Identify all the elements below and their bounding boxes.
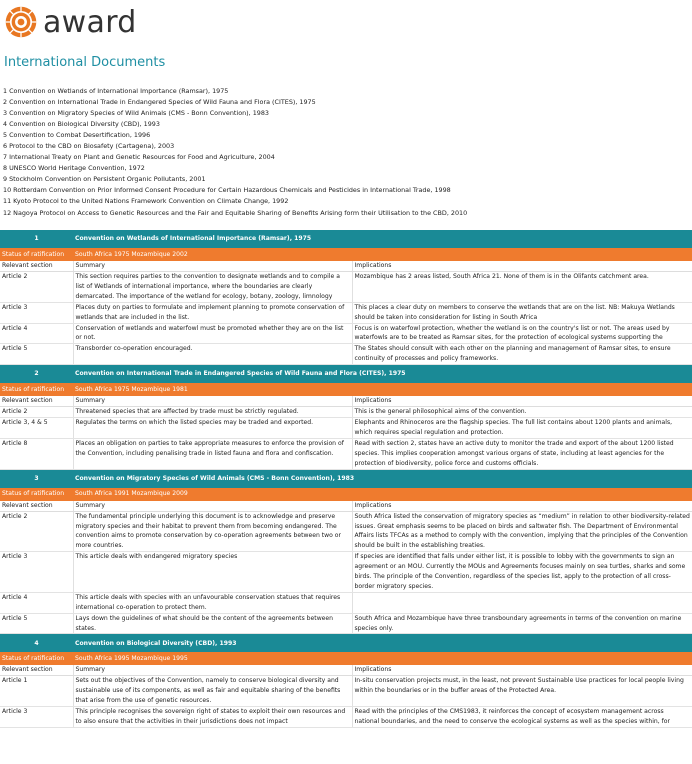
ratification-value: South Africa 1975 Mozambique 2002: [73, 248, 692, 261]
ratification-row: [0, 383, 692, 396]
article-cell: Article 3: [0, 552, 73, 593]
article-cell: Article 8: [0, 438, 73, 469]
document-list-item[interactable]: 11 Kyoto Protocol to the United Nations Framework Convention on Climate Change, 1992: [3, 197, 289, 206]
sun-logo-icon: [4, 5, 38, 39]
section-header-row: [0, 469, 692, 488]
table-row: [0, 407, 692, 418]
section-header-row: [0, 634, 692, 653]
document-list-item[interactable]: 9 Stockholm Convention on Persistent Organic Pollutants, 2001: [3, 175, 206, 184]
column-header-summary: Summary: [73, 501, 352, 512]
summary-cell: The fundamental principle underlying this document is to acknowledge and preserve migratory species and their habitat to prevent them from becoming endangered. The convention aims to promote conservation by co-operation agreements between two or more countries.: [73, 511, 352, 552]
summary-cell: This principle recognises the sovereign right of states to exploit their own resources and to also ensure that the activities in their jurisdictions does not impact: [73, 707, 352, 728]
article-cell: Article 5: [0, 613, 73, 634]
column-header-summary: Summary: [73, 396, 352, 407]
implications-cell: South Africa and Mozambique have three transboundary agreements in terms of the convention on marine species only.: [352, 613, 692, 634]
document-list-item[interactable]: 12 Nagoya Protocol on Access to Genetic Resources and the Fair and Equitable Sharing of Benefits Arising form their Utilisation to the CBD, 2010: [3, 208, 468, 217]
summary-cell: Regulates the terms on which the listed species may be traded and exported.: [73, 418, 352, 439]
summary-cell: Lays down the guidelines of what should be the content of the agreements between states.: [73, 613, 352, 634]
article-cell: Article 2: [0, 511, 73, 552]
document-list-item[interactable]: 6 Protocol to the CBD on Biosafety (Cartagena), 2003: [3, 142, 175, 151]
document-list-item[interactable]: 8 UNESCO World Heritage Convention, 1972: [3, 164, 145, 173]
table-row: [0, 272, 692, 303]
column-header-row: [0, 501, 692, 512]
column-header-implications: Implications: [352, 396, 692, 407]
column-header-summary: Summary: [73, 665, 352, 676]
ratification-value: South Africa 1995 Mozambique 1995: [73, 652, 692, 665]
implications-cell: In-situ conservation projects must, in the least, not prevent Sustainable Use practices for local people living within the boundaries or in the buffer areas of the Protected Area.: [352, 676, 692, 707]
article-cell: Article 2: [0, 407, 73, 418]
article-cell: Article 3: [0, 707, 73, 728]
implications-cell: This is the general philosophical aims of the convention.: [352, 407, 692, 418]
implications-cell: Read with the principles of the CMS1983, it reinforces the concept of ecosystem management across national boundaries, and the need to conserve the ecological systems as well as the species within, for: [352, 707, 692, 728]
ratification-label: Status of ratification: [0, 652, 73, 665]
implications-cell: Read with section 2, states have an active duty to monitor the trade and export of the about 1200 listed species. This implies cooperation amongst various organs of state, including at least agencies for the protection of biodiversity, police force and customs officials.: [352, 438, 692, 469]
ratification-row: [0, 488, 692, 501]
ratification-value: South Africa 1991 Mozambique 2009: [73, 488, 692, 501]
article-cell: Article 2: [0, 272, 73, 303]
column-header-implications: Implications: [352, 665, 692, 676]
ratification-label: Status of ratification: [0, 488, 73, 501]
summary-cell: This article deals with endangered migratory species: [73, 552, 352, 593]
column-header-row: [0, 261, 692, 272]
document-list-item[interactable]: 1 Convention on Wetlands of International Importance (Ramsar), 1975: [3, 87, 229, 95]
document-list-item[interactable]: 5 Convention to Combat Desertification, 1996: [3, 131, 151, 140]
summary-cell: This article deals with species with an unfavourable conservation statues that requires international co-operation to protect them.: [73, 592, 352, 613]
implications-cell: The States should consult with each other on the planning and management of Ramsar sites, to ensure continuity of processes and policy frameworks.: [352, 344, 692, 365]
column-header-section: Relevant section: [0, 665, 73, 676]
section-header-row: [0, 230, 692, 249]
document-list-item[interactable]: 3 Convention on Migratory Species of Wild Animals (CMS - Bonn Convention), 1983: [3, 109, 269, 118]
implications-cell: This places a clear duty on members to conserve the wetlands that are on the list. NB: Makuya Wetlands should be taken into consideration for listing in South Africa: [352, 302, 692, 323]
article-cell: Article 5: [0, 344, 73, 365]
section-header-row: [0, 365, 692, 384]
table-row: [0, 592, 692, 613]
ratification-value: South Africa 1975 Mozambique 1981: [73, 383, 692, 396]
summary-cell: Conservation of wetlands and waterfowl must be promoted whether they are on the list or not.: [73, 323, 352, 344]
article-cell: Article 4: [0, 323, 73, 344]
section-title: Convention on Wetlands of International Importance (Ramsar), 1975: [73, 230, 692, 249]
section-number: 4: [0, 634, 73, 653]
implications-cell: If species are identified that falls under either list, it is possible to lobby with the governments to sign an agreement or an MOU. Currently the MOUs and Agreements focuses mainly on sea turtles, sharks and some birds. The principle of the Convention, regardless of the species list, apply to the protection of all cross-border migratory species.: [352, 552, 692, 593]
article-cell: Article 4: [0, 592, 73, 613]
table-row: [0, 552, 692, 593]
summary-cell: Threatened species that are affected by trade must be strictly regulated.: [73, 407, 352, 418]
implications-cell: Mozambique has 2 areas listed, South Africa 21. None of them is in the Olifants catchment area.: [352, 272, 692, 303]
summary-cell: Sets out the objectives of the Convention, namely to conserve biological diversity and sustainable use of its components, as well as fair and equitable sharing of the benefits that arise from the use of genetic resources.: [73, 676, 352, 707]
brand-name: award: [43, 4, 137, 40]
table-row: [0, 676, 692, 707]
table-row: [0, 511, 692, 552]
section-title: Convention on Migratory Species of Wild Animals (CMS - Bonn Convention), 1983: [73, 469, 692, 488]
table-row: [0, 323, 692, 344]
column-header-implications: Implications: [352, 261, 692, 272]
column-header-summary: Summary: [73, 261, 352, 272]
document-list-item[interactable]: 2 Convention on International Trade in Endangered Species of Wild Fauna and Flora (CITES), 1975: [3, 98, 316, 107]
document-list-item[interactable]: 10 Rotterdam Convention on Prior Informed Consent Procedure for Certain Hazardous Chemicals and Pesticides in International Trade, 1998: [3, 186, 451, 195]
document-list: [3, 86, 467, 219]
column-header-implications: Implications: [352, 501, 692, 512]
brand-logo[interactable]: [4, 5, 137, 39]
implications-cell: Focus is on waterfowl protection, whether the wetland is on the country's list or not. The areas used by waterfowls are to be treated as Ramsar sites, for the protection of ecological systems supporting the: [352, 323, 692, 344]
column-header-section: Relevant section: [0, 261, 73, 272]
table-row: [0, 613, 692, 634]
summary-cell: Places duty on parties to formulate and implement planning to promote conservation of wetlands that are included in the list.: [73, 302, 352, 323]
section-title: Convention on Biological Diversity (CBD), 1993: [73, 634, 692, 653]
table-row: [0, 344, 692, 365]
ratification-label: Status of ratification: [0, 248, 73, 261]
column-header-row: [0, 665, 692, 676]
article-cell: Article 3: [0, 302, 73, 323]
conventions-table: [0, 229, 692, 728]
column-header-section: Relevant section: [0, 501, 73, 512]
summary-cell: Transborder co-operation encouraged.: [73, 344, 352, 365]
table-row: [0, 418, 692, 439]
table-row: [0, 302, 692, 323]
implications-cell: South Africa listed the conservation of migratory species as “medium” in relation to other biodiversity-related issues. Great emphasis seems to be placed on birds and saltwater fish. The Department of Environmental Affairs lists TFCAs as a method to comply with the convention, implying that the principles of the Convention should be built in the establishing treaties.: [352, 511, 692, 552]
section-title: Convention on International Trade in Endangered Species of Wild Fauna and Flora (CITES), 1975: [73, 365, 692, 384]
page-title: International Documents: [4, 55, 166, 70]
document-list-item[interactable]: 7 International Treaty on Plant and Genetic Resources for Food and Agriculture, 2004: [3, 153, 275, 162]
document-list-item[interactable]: 4 Convention on Biological Diversity (CBD), 1993: [3, 120, 160, 129]
column-header-section: Relevant section: [0, 396, 73, 407]
section-number: 3: [0, 469, 73, 488]
summary-cell: This section requires parties to the convention to designate wetlands and to compile a list of Wetlands of international importance, where the boundaries are clearly demarcated. The importance of the wetland for ecology, botany, zoology, limnology: [73, 272, 352, 303]
column-header-row: [0, 396, 692, 407]
ratification-row: [0, 652, 692, 665]
ratification-row: [0, 248, 692, 261]
section-number: 2: [0, 365, 73, 384]
table-row: [0, 707, 692, 728]
implications-cell: Elephants and Rhinoceros are the flagship species. The full list contains about 1200 plants and animals, which requires special regulation and protection.: [352, 418, 692, 439]
table-row: [0, 438, 692, 469]
summary-cell: Places an obligation on parties to take appropriate measures to enforce the provision of the Convention, including penalising trade in listed fauna and flora and confiscation.: [73, 438, 352, 469]
ratification-label: Status of ratification: [0, 383, 73, 396]
implications-cell: [352, 592, 692, 613]
article-cell: Article 1: [0, 676, 73, 707]
section-number: 1: [0, 230, 73, 249]
article-cell: Article 3, 4 & 5: [0, 418, 73, 439]
